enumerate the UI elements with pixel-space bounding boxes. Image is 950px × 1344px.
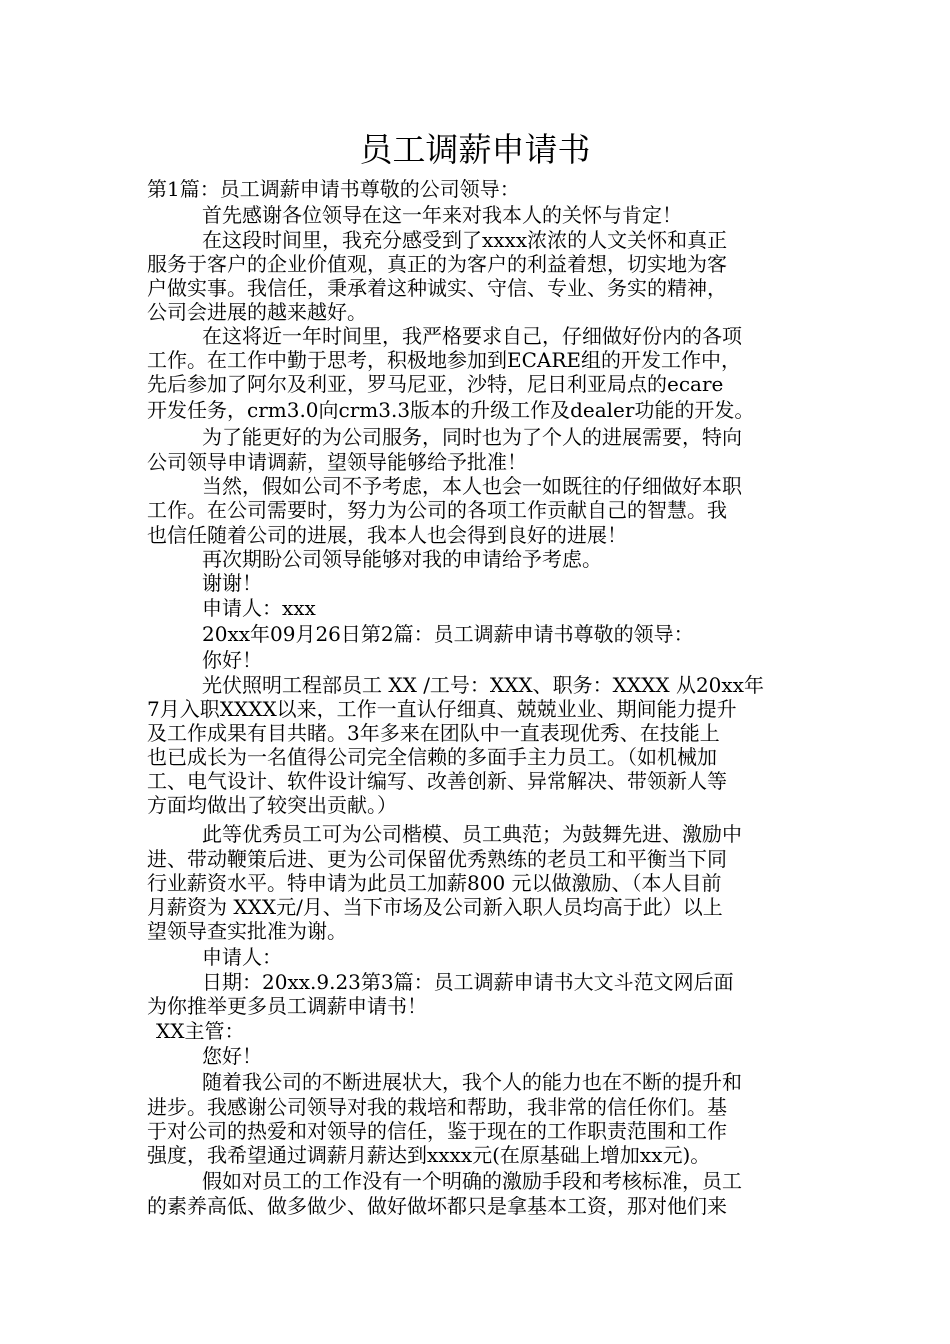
text-line: XX主管： <box>156 1019 245 1043</box>
text-line: 随着我公司的不断进展状大，我个人的能力也在不断的提升和 <box>202 1070 742 1094</box>
text-line: 也信任随着公司的进展，我本人也会得到良好的进展！ <box>147 523 627 547</box>
text-line: 为你推举更多员工调薪申请书！ <box>147 994 427 1018</box>
text-line: 当然，假如公司不予考虑，本人也会一如既往的仔细做好本职 <box>202 474 742 498</box>
text-line: 工作。在工作中勤于思考，积极地参加到ECARE组的开发工作中， <box>147 348 742 372</box>
text-line: 服务于客户的企业价值观，真正的为客户的利益着想，切实地为客 <box>147 252 727 276</box>
text-line: 进、带动鞭策后进、更为公司保留优秀熟练的老员工和平衡当下同 <box>147 847 727 871</box>
text-line: 工、电气设计、软件设计编写、改善创新、异常解决、带领新人等 <box>147 769 727 793</box>
text-line: 再次期盼公司领导能够对我的申请给予考虑。 <box>202 547 602 571</box>
text-line: 公司会进展的越来越好。 <box>147 300 367 324</box>
text-line: 及工作成果有目共睹。3年多来在团队中一直表现优秀、在技能上 <box>147 721 720 745</box>
text-line: 日期：20xx.9.23第3篇：员工调薪申请书大文斗范文网后面 <box>202 970 734 994</box>
text-line: 先后参加了阿尔及利亚，罗马尼亚，沙特，尼日利亚局点的ecare <box>147 372 724 396</box>
text-line: 工作。在公司需要时，努力为公司的各项工作贡献自己的智慧。我 <box>147 498 727 522</box>
text-line: 您好！ <box>202 1044 262 1068</box>
text-line: 第1篇：员工调薪申请书尊敬的公司领导： <box>147 177 520 201</box>
text-line: 首先感谢各位领导在这一年来对我本人的关怀与肯定！ <box>202 203 682 227</box>
document-title: 员工调薪申请书 <box>359 130 591 169</box>
text-line: 假如对员工的工作没有一个明确的激励手段和考核标准，员工 <box>202 1169 742 1193</box>
text-line: 7月入职XXXX以来，工作一直认仔细真、兢兢业业、期间能力提升 <box>147 697 737 721</box>
text-line: 申请人： <box>202 945 282 969</box>
text-line: 在这将近一年时间里，我严格要求自己，仔细做好份内的各项 <box>202 324 742 348</box>
text-line: 方面均做出了较突出贡献。） <box>147 793 397 817</box>
text-line: 谢谢！ <box>202 571 262 595</box>
text-line: 开发任务，crm3.0向crm3.3版本的升级工作及dealer功能的开发。 <box>147 398 755 422</box>
text-line: 此等优秀员工可为公司楷模、员工典范；为鼓舞先进、激励中 <box>202 822 742 846</box>
text-line: 进步。我感谢公司领导对我的栽培和帮助，我非常的信任你们。基 <box>147 1095 727 1119</box>
text-line: 户做实事。我信任，秉承着这种诚实、守信、专业、务实的精神， <box>147 276 727 300</box>
text-line: 于对公司的热爱和对领导的信任，鉴于现在的工作职责范围和工作 <box>147 1119 727 1143</box>
text-line: 月薪资为 XXX元/月、当下市场及公司新入职人员均高于此）以上 <box>147 895 723 919</box>
text-line: 你好！ <box>202 648 262 672</box>
text-line: 光伏照明工程部员工 XX /工号：XXX、职务：XXXX 从20xx年 <box>202 673 764 697</box>
text-line: 强度，我希望通过调薪月薪达到xxxx元(在原基础上增加xx元)。 <box>147 1143 711 1167</box>
text-line: 公司领导申请调薪，望领导能够给予批准！ <box>147 450 527 474</box>
text-line: 望领导查实批准为谢。 <box>147 919 347 943</box>
text-line: 也已成长为一名值得公司完全信赖的多面手主力员工。（如机械加 <box>147 745 717 769</box>
text-line: 在这段时间里，我充分感受到了xxxx浓浓的人文关怀和真正 <box>202 228 728 252</box>
text-line: 的素养高低、做多做少、做好做坏都只是拿基本工资，那对他们来 <box>147 1194 727 1218</box>
text-line: 行业薪资水平。特申请为此员工加薪800 元以做激励、（本人目前 <box>147 871 722 895</box>
text-line: 申请人：xxx <box>202 596 316 620</box>
text-line: 为了能更好的为公司服务，同时也为了个人的进展需要，特向 <box>202 425 742 449</box>
text-line: 20xx年09月26日第2篇：员工调薪申请书尊敬的领导： <box>202 622 694 646</box>
